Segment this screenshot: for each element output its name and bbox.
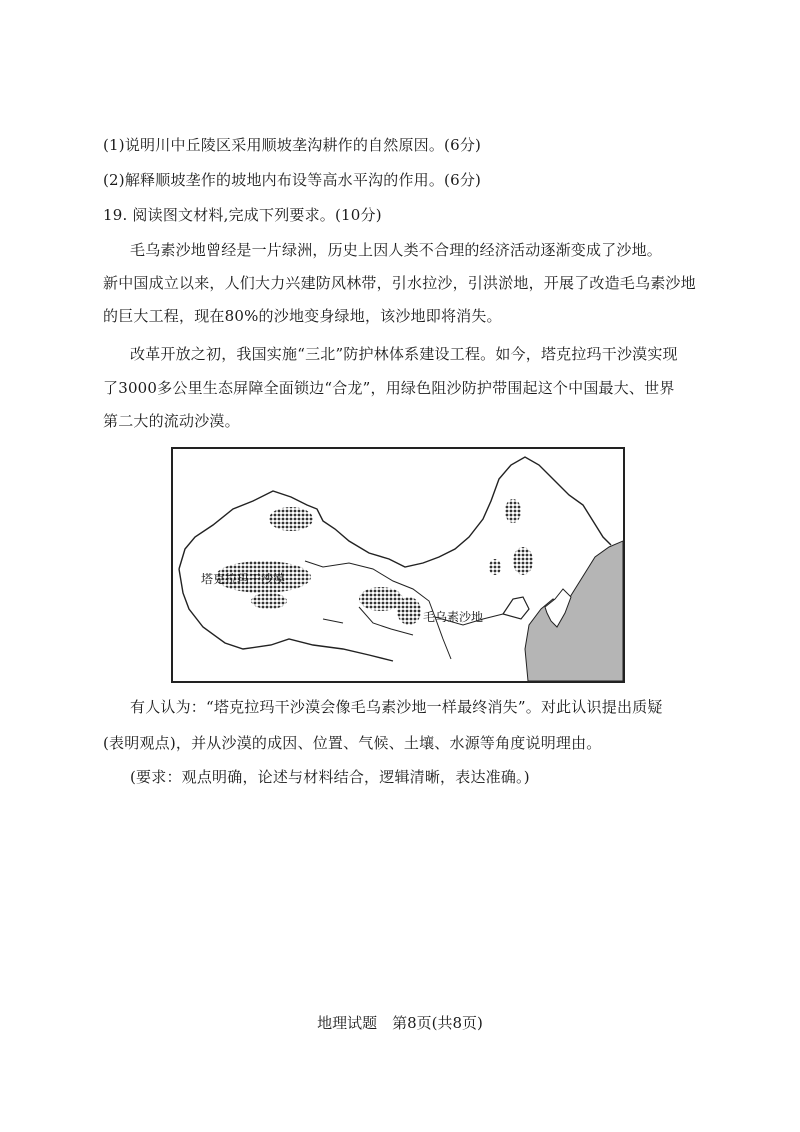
material-p2-line1: 改革开放之初，我国实施“三北”防护林体系建设工程。如今，塔克拉玛干沙漠实现 [130, 345, 678, 363]
question-19-title: 19. 阅读图文材料,完成下列要求。(10分) [103, 206, 382, 224]
prompt-line1: 有人认为：“塔克拉玛干沙漠会像毛乌素沙地一样最终消失”。对此认识提出质疑 [130, 698, 663, 716]
badain-jaran-desert [359, 587, 403, 611]
prompt-line2: (表明观点)，并从沙漠的成因、位置、气候、土壤、水源等角度说明理由。 [103, 734, 602, 752]
gurbantunggut-desert [269, 507, 313, 531]
horqin-sandy-land [513, 547, 533, 575]
question-2: (2)解释顺坡垄作的坡地内布设等高水平沟的作用。(6分) [103, 171, 482, 189]
hulunbuir-sandy-land [505, 499, 521, 523]
material-p2-line2: 了3000多公里生态屏障全面锁边“合龙”，用绿色阻沙防护带围起这个中国最大、世界 [103, 379, 675, 397]
qaidam-desert [251, 593, 287, 609]
tengger-desert [397, 597, 421, 625]
material-p1-line2: 新中国成立以来，人们大力兴建防风林带，引水拉沙，引洪淤地，开展了改造毛乌素沙地 [103, 274, 696, 292]
otindag-sandy-land [489, 559, 501, 575]
page-footer: 地理试题 第8页(共8页) [317, 1014, 483, 1032]
maowusu-label: 毛乌素沙地 [423, 610, 484, 624]
sea-area [525, 541, 623, 681]
china-north-map [171, 447, 625, 683]
china-northern-border [179, 457, 611, 569]
material-p1-line1: 毛乌素沙地曾经是一片绿洲，历史上因人类不合理的经济活动逐渐变成了沙地。 [130, 241, 663, 259]
prompt-line3: (要求：观点明确，论述与材料结合，逻辑清晰，表达准确。) [130, 768, 530, 786]
material-p1-line3: 的巨大工程，现在80%的沙地变身绿地，该沙地即将消失。 [103, 307, 502, 325]
material-p2-line3: 第二大的流动沙漠。 [103, 412, 240, 430]
taklamakan-label: 塔克拉玛干沙漠 [201, 572, 286, 586]
liaodong-coast [503, 597, 529, 619]
question-1: (1)说明川中丘陵区采用顺坡垄沟耕作的自然原因。(6分) [103, 136, 482, 154]
